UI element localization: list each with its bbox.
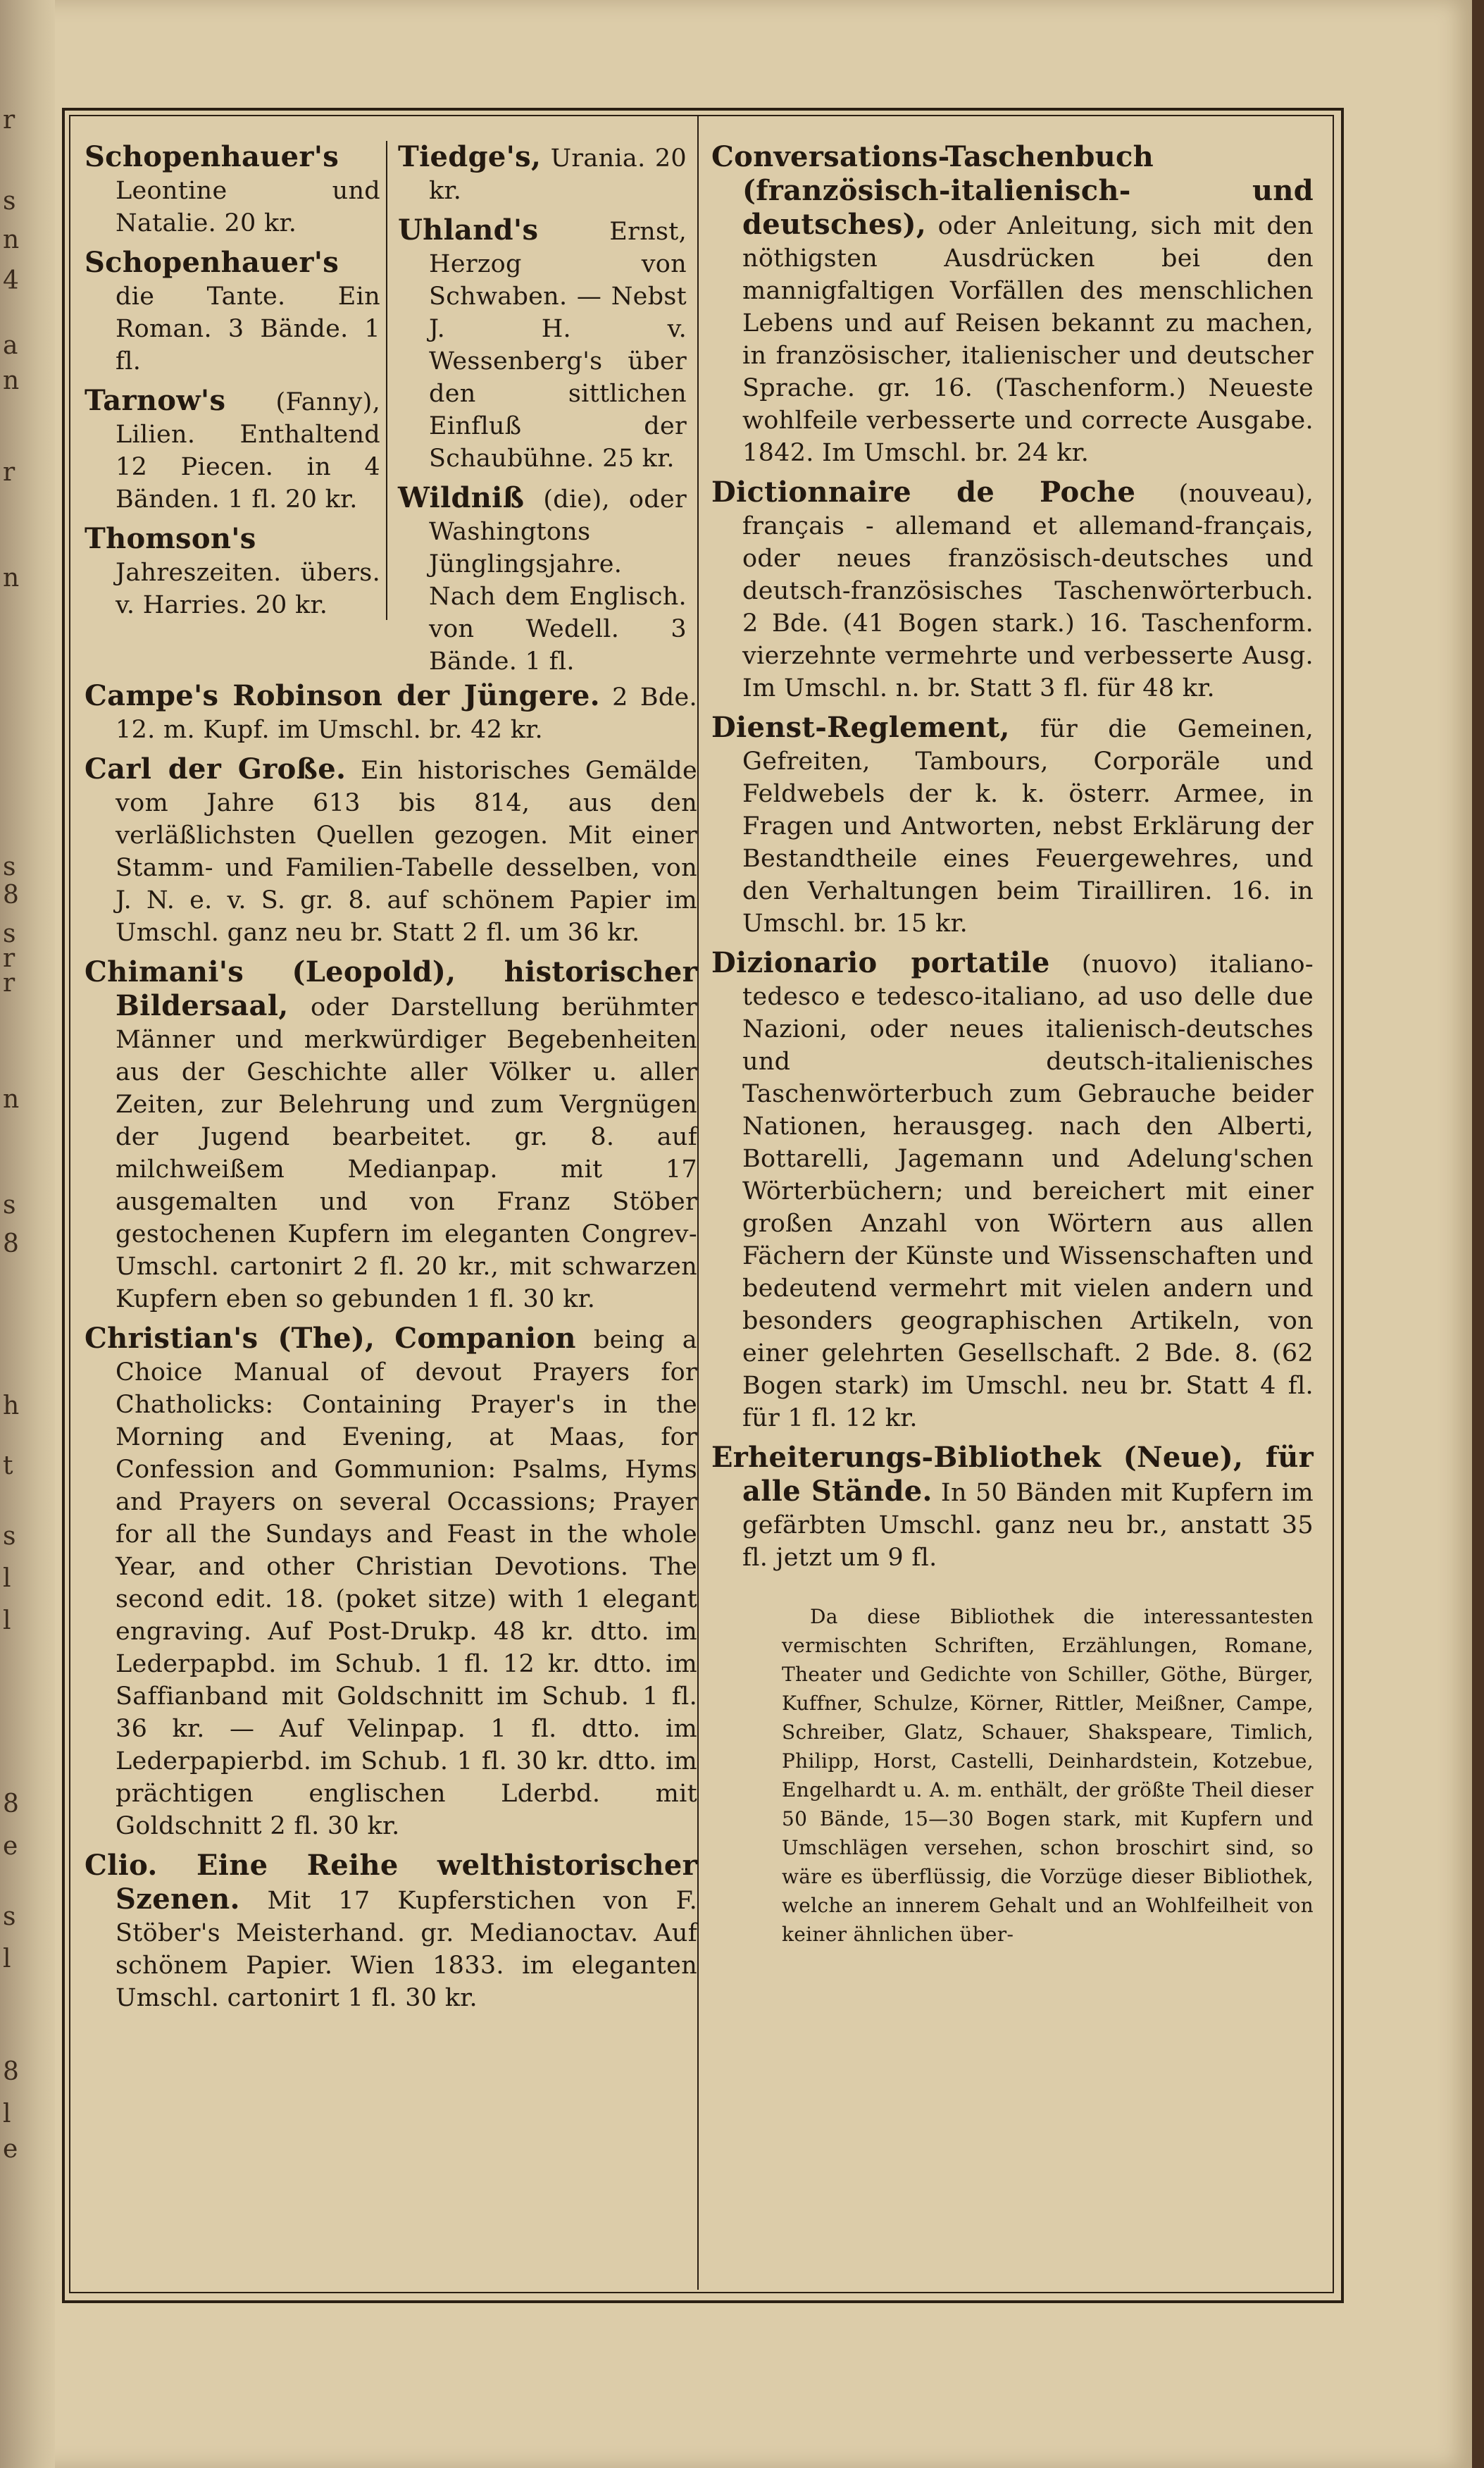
entry-title: Tarnow's — [85, 384, 226, 417]
entry-title: Erheiterungs-Bibliothek (Neue), für alle Stände. — [711, 1441, 1314, 1508]
gutter-fragment: 8 — [3, 1790, 19, 1818]
entry-title: Thomson's — [85, 522, 256, 555]
entry-text: oder Darstellung berühmter Männer und merkwürdiger Begebenheiten aus der Geschichte aller Völker u. aller Zeiten, zur Belehrung und zum Vergnügen der Jugend bearbeitet. gr. 8. auf milchweißem Medianpap. mit 17 ausgemalten und von Franz Stöber gestochenen Kupfern im eleganten Congrev-Umschl. cartonirt 2 fl. 20 kr., mit schwarzen Kupfern eben so gebunden 1 fl. 30 kr. — [116, 993, 697, 1313]
catalog-column-right — [711, 141, 1314, 2255]
entry-title: Tiedge's, — [398, 140, 542, 173]
entry-text: Ernst, Herzog von Schwaben. — Nebst J. H. v. Wessenberg's über den sittlichen Einfluß der Schaubühne. 25 kr. — [429, 218, 687, 473]
gutter-fragment: a — [3, 331, 18, 360]
catalog-entry — [711, 1441, 1314, 1574]
entry-title: Clio. Eine Reihe welthistorischer Szenen. — [85, 1849, 697, 1916]
entry-title: Uhland's — [398, 213, 539, 247]
catalog-entry — [398, 141, 687, 207]
entry-title: Christian's (The), Companion — [85, 1322, 576, 1355]
gutter-fragment: e — [3, 2135, 18, 2164]
entry-text: (nuovo) italiano-tedesco e tedesco-italiano, ad uso delle due Nazioni, oder neues italienisch-deutsches und deutsch-italienisches Taschenwörterbuch zum Gebrauche beider Nationen, herausgeg. nach den Alberti, Bottarelli, Jagemann und Adelung'schen Wörterbüchern; und bereichert mit einer großen Anzahl von Wörtern aus allen Fächern der Künste und Wissenschaften und bedeutend vermehrt mit vielen andern und besonders geographischen Artikeln, von einer gelehrten Gesellschaft. 2 Bde. 8. (62 Bogen stark) im Umschl. neu br. Statt 4 fl. für 1 fl. 12 kr. — [742, 950, 1314, 1432]
gutter-fragment: r — [3, 944, 15, 973]
catalog-column-top-left — [85, 141, 380, 627]
note-text: Da diese Bibliothek die interessantesten vermischten Schriften, Erzählungen, Romane, Theater und Gedichte von Schiller, Göthe, Bürger, Kuffner, Schulze, Körner, Rittler, Meißner, Campe, Schreiber, Glatz, Schauer, Shakspeare, Timlich, Philipp, Horst, Castelli, Deinhardstein, Kotzebue, Engelhardt u. A. m. enthält, der größte Theil dieser 50 Bände, 15—30 Bogen stark, mit Kupfern und Umschlägen versehen, schon broschirt sind, so wäre es überflüssig, die Vorzüge dieser Bibliothek, welche an innerem Gehalt und an Wohlfeilheit von keiner ähnlichen über- — [782, 1605, 1314, 1946]
gutter-fragment: s — [3, 1902, 16, 1931]
gutter-fragment: n — [3, 366, 20, 395]
entry-text: (die), oder Washingtons Jünglingsjahre. Nach dem Englisch. von Wedell. 3 Bände. 1 fl. — [429, 485, 687, 676]
gutter-fragment: 8 — [3, 2057, 19, 2086]
gutter-fragment: s — [3, 187, 16, 216]
entry-text: Jahreszeiten. übers. v. Harries. 20 kr. — [116, 559, 380, 619]
gutter-fragment: l — [3, 1564, 11, 1593]
catalog-entry — [85, 247, 380, 378]
column-divider — [386, 141, 387, 620]
catalog-entry — [85, 385, 380, 516]
gutter-fragment: l — [3, 2100, 11, 2128]
gutter-fragment: l — [3, 1606, 11, 1635]
gutter-fragment: r — [3, 106, 15, 135]
catalog-entry — [85, 1322, 697, 1842]
gutter-fragment: r — [3, 458, 15, 487]
catalog-entry — [398, 482, 687, 678]
entry-title: Chimani's (Leopold), historischer Bildersaal, — [85, 955, 697, 1022]
entry-title: Dizionario portatile — [711, 946, 1050, 979]
catalog-entry — [85, 1849, 697, 2014]
catalog-entry — [711, 712, 1314, 940]
catalog-entry — [85, 523, 380, 621]
entry-title: Campe's Robinson der Jüngere. — [85, 679, 600, 712]
gutter-fragment: s — [3, 852, 16, 881]
entry-title: Schopenhauer's — [85, 246, 339, 279]
center-divider — [697, 116, 699, 2290]
catalog-entry — [711, 476, 1314, 705]
entry-text: die Tante. Ein Roman. 3 Bände. 1 fl. — [116, 283, 380, 376]
catalog-entry — [85, 956, 697, 1315]
entry-title: Dienst-Reglement, — [711, 711, 1010, 744]
gutter-fragment: 8 — [3, 1229, 19, 1258]
entry-text: Urania. 20 kr. — [429, 144, 687, 205]
catalog-entry — [711, 141, 1314, 469]
catalog-column-top-middle — [398, 140, 687, 676]
entry-text: Ein historisches Gemälde vom Jahre 613 bis 814, aus den verläßlichsten Quellen gezogen. Mit einer Stamm- und Familien-Tabelle desselben, von J. N. e. v. S. gr. 8. auf schönem Papier im Umschl. ganz neu br. Statt 2 fl. um 36 kr. — [116, 757, 698, 947]
gutter-fragment: s — [3, 1191, 16, 1220]
entry-title: Conversations-Taschenbuch (französisch-italienisch- und deutsches), — [711, 140, 1314, 241]
gutter-fragment: h — [3, 1391, 20, 1420]
entry-title: Schopenhauer's — [85, 140, 339, 173]
bibliothek-note — [711, 1602, 1314, 1949]
gutter-fragment: l — [3, 1945, 11, 1973]
entry-text: oder Anleitung, sich mit den nöthigsten Ausdrücken bei den mannigfaltigen Vorfällen des menschlichen Lebens und auf Reisen bekannt zu machen, in französischer, italienischer und deutscher Sprache. gr. 16. (Taschenform.) Neueste wohlfeile verbesserte und correcte Ausgabe. 1842. Im Umschl. br. 24 kr. — [742, 212, 1314, 467]
catalog-entry — [85, 753, 697, 949]
entry-text: Leontine und Natalie. 20 kr. — [116, 177, 380, 237]
gutter-fragment: 4 — [3, 266, 19, 295]
gutter-fragment: s — [3, 1522, 16, 1551]
catalog-entry — [85, 141, 380, 240]
entry-text: being a Choice Manual of devout Prayers for Chatholicks: Containing Prayer's in the Morning and Evening, at Maas, for Confession and Gommunion: Psalms, Hyms and Prayers on several Occassions; Prayer for all the Sundays and Feast in the whole Year, and other Christian Devotions. The second edit. 18. (poket sitze) with 1 elegant engraving. Auf Post-Drukp. 48 kr. dtto. im Lederpapbd. im Schub. 1 fl. 12 kr. dtto. im Saffianband mit Goldschnitt im Schub. 1 fl. 36 kr. — Auf Velinpap. 1 fl. dtto. im Lederpapierbd. im Schub. 1 fl. 30 kr. dtto. im prächtigen englischen Lderbd. mit Goldschnitt 2 fl. 30 kr. — [116, 1326, 697, 1840]
gutter-fragment: 8 — [3, 881, 19, 910]
entry-text: (nouveau), français - allemand et allemand-français, oder neues französisch-deutsches und deutsch-französisches Taschenwörterbuch. 2 Bde. (41 Bogen stark.) 16. Taschenform. vierzehnte vermehrte und verbesserte Ausg. Im Umschl. n. br. Statt 3 fl. für 48 kr. — [742, 480, 1314, 702]
entry-text: Mit 17 Kupferstichen von F. Stöber's Meisterhand. gr. Medianoctav. Auf schönem Papier. Wien 1833. im eleganten Umschl. cartonirt 1 fl. 30 kr. — [116, 1887, 698, 2012]
entry-text: für die Gemeinen, Gefreiten, Tambours, Corporäle und Feldwebels der k. k. österr. Armee, in Fragen und Antworten, nebst Erklärung der Bestandtheile eines Feuergewehres, und den Verhaltungen beim Tirailliren. 16. in Umschl. br. 15 kr. — [742, 715, 1314, 938]
entry-title: Wildniß — [398, 481, 525, 514]
gutter-fragment: t — [3, 1451, 13, 1480]
gutter-fragment: n — [3, 1085, 20, 1114]
gutter-fragment: e — [3, 1832, 18, 1861]
gutter-fragment: n — [3, 564, 20, 593]
catalog-entry — [398, 214, 687, 475]
gutter-fragment: s — [3, 919, 16, 948]
entry-text: In 50 Bänden mit Kupfern im gefärbten Umschl. ganz neu br., anstatt 35 fl. jetzt um 9 fl. — [742, 1479, 1314, 1572]
entry-text: 2 Bde. 12. m. Kupf. im Umschl. br. 42 kr. — [116, 683, 697, 744]
catalog-entry — [85, 680, 697, 746]
catalog-column-left — [85, 680, 697, 2202]
previous-page-gutter — [0, 0, 55, 2468]
entry-text: (Fanny), Lilien. Enthaltend 12 Piecen. in 4 Bänden. 1 fl. 20 kr. — [116, 388, 380, 514]
gutter-fragment: r — [3, 969, 15, 998]
catalog-entry — [711, 947, 1314, 1434]
gutter-fragment: n — [3, 225, 20, 254]
entry-title: Dictionnaire de Poche — [711, 476, 1136, 509]
entry-title: Carl der Große. — [85, 752, 347, 786]
